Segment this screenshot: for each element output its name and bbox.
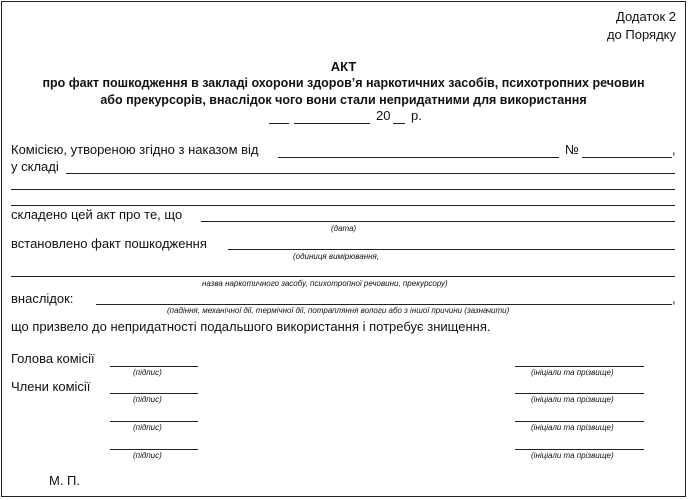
date-suffix: р.	[411, 108, 422, 123]
head-signature-line[interactable]	[110, 366, 198, 367]
composition-label: у складі	[11, 159, 59, 174]
member-3-signature-caption: (підпис)	[133, 451, 162, 460]
appendix-line-2: до Порядку	[606, 27, 676, 42]
member-1-name-line[interactable]	[515, 393, 644, 394]
appendix-line-1: Додаток 2	[616, 9, 676, 24]
order-number-line[interactable]	[582, 157, 672, 158]
date-caption: (дата)	[331, 224, 357, 233]
stamp-place: М. П.	[49, 473, 81, 488]
composition-line-3[interactable]	[11, 205, 675, 206]
order-date-line[interactable]	[278, 157, 559, 158]
drafted-label: складено цей акт про те, що	[11, 207, 183, 222]
established-label: встановлено факт пошкодження	[11, 236, 207, 251]
member-2-signature-caption: (підпис)	[133, 423, 162, 432]
member-2-name-line[interactable]	[515, 421, 644, 422]
act-subtitle-2: або прекурсорів, внаслідок чого вони стали непридатними для використання	[100, 93, 587, 107]
conclusion-text: що призвело до непридатності подальшого використання і потребує знищення.	[11, 319, 491, 334]
head-name-line[interactable]	[515, 366, 644, 367]
member-1-signature-line[interactable]	[110, 393, 198, 394]
consequence-label: внаслідок:	[11, 291, 74, 306]
member-3-name-line[interactable]	[515, 449, 644, 450]
substance-name-line[interactable]	[11, 276, 675, 277]
date-month-line[interactable]	[294, 123, 370, 124]
member-2-signature-line[interactable]	[110, 421, 198, 422]
act-form	[1, 1, 686, 497]
composition-line-2[interactable]	[11, 189, 675, 190]
head-signature-caption: (підпис)	[133, 368, 162, 377]
head-name-caption: (ініціали та прізвище)	[531, 368, 614, 377]
drafted-date-line[interactable]	[201, 221, 675, 222]
date-year-prefix: 20	[376, 108, 391, 123]
members-label: Члени комісії	[11, 379, 91, 394]
reason-line[interactable]	[96, 304, 672, 305]
member-1-name-caption: (ініціали та прізвище)	[531, 395, 614, 404]
member-3-signature-line[interactable]	[110, 449, 198, 450]
unit-caption: (одиниця вимірювання,	[293, 252, 380, 261]
date-day-line[interactable]	[269, 123, 289, 124]
member-3-name-caption: (ініціали та прізвище)	[531, 451, 614, 460]
member-2-name-caption: (ініціали та прізвище)	[531, 423, 614, 432]
head-label: Голова комісії	[11, 351, 95, 366]
commission-label: Комісією, утвореною згідно з наказом від	[11, 142, 259, 157]
date-year-line[interactable]	[393, 123, 405, 124]
composition-line-1[interactable]	[66, 173, 675, 174]
number-sign: №	[565, 142, 579, 157]
comma: ,	[672, 142, 676, 157]
act-subtitle-1: про факт пошкодження в закладі охорони здоров’я наркотичних засобів, психотропних речовин	[42, 76, 645, 90]
reason-caption: (падіння, механічної дії, термічної дії, потрапляння вологи або з іншої причини (зазначити)	[167, 306, 510, 315]
act-title: АКТ	[330, 59, 357, 74]
member-1-signature-caption: (підпис)	[133, 395, 162, 404]
comma-2: ,	[672, 291, 676, 306]
substance-caption: назва наркотичного засобу, психотропної речовини, прекурсору)	[202, 279, 448, 288]
unit-line[interactable]	[228, 249, 675, 250]
